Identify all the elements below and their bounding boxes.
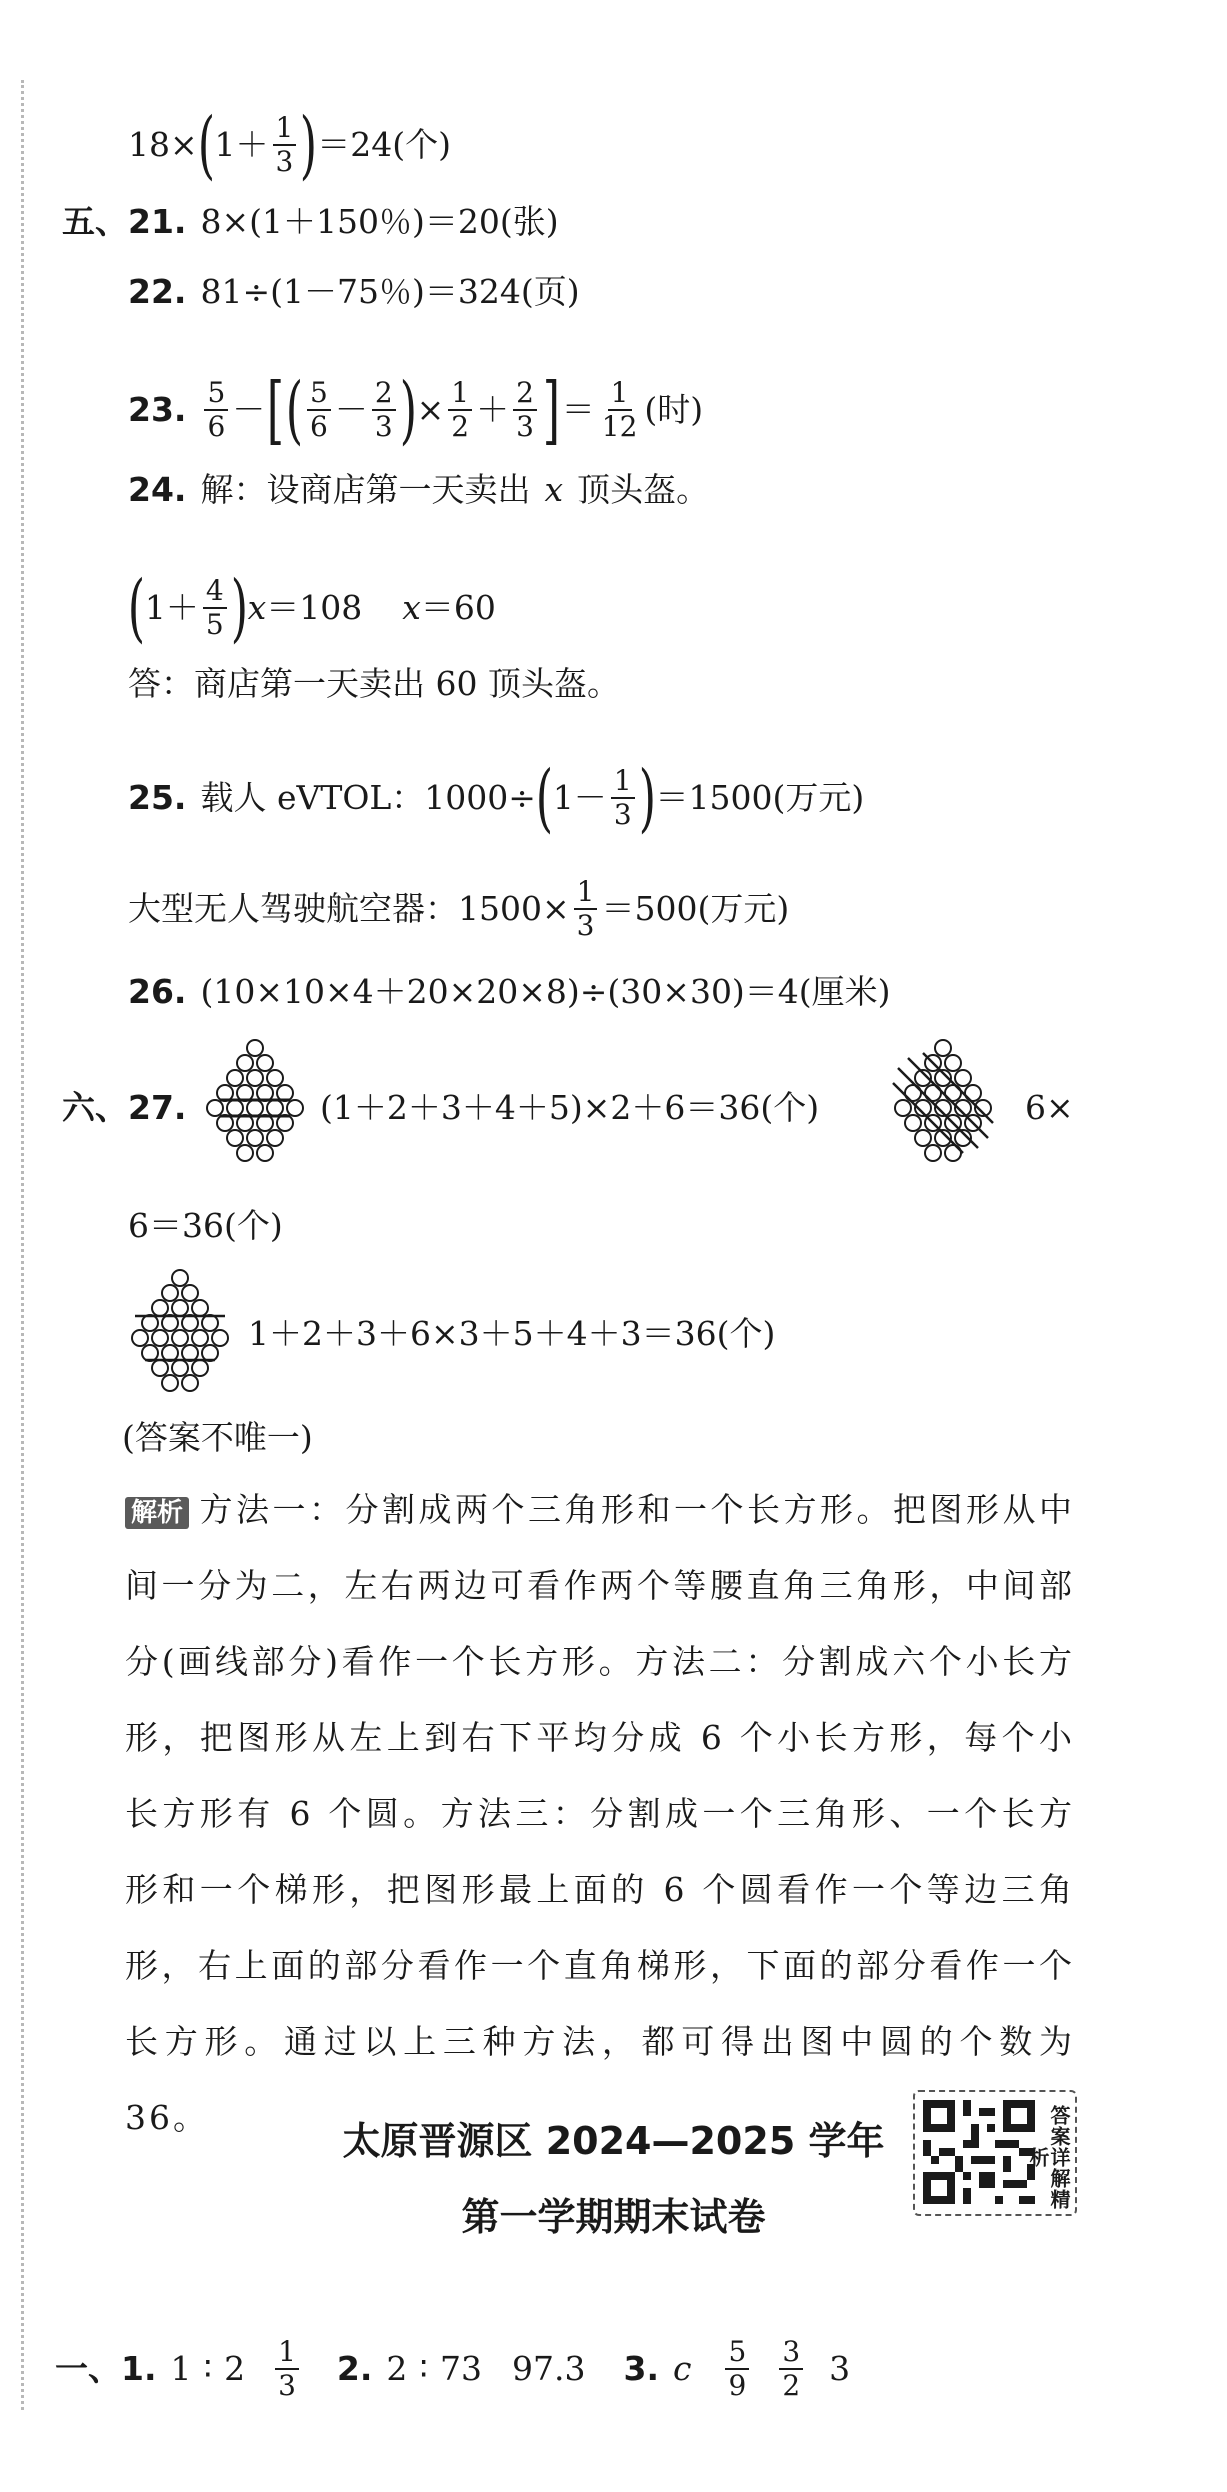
question-number: 2.: [336, 2349, 373, 2388]
note-text: (答案不唯一): [122, 1418, 313, 1457]
fraction: $\frac{2}{3}$: [513, 377, 537, 443]
right-paren: ): [300, 102, 318, 188]
text: ＝1500(万元): [655, 778, 865, 817]
ratio-colon: ∶: [419, 2349, 429, 2388]
right-paren: ): [230, 565, 248, 651]
circle-diamond-figure-3: [115, 1268, 245, 1398]
variable: x: [544, 470, 564, 509]
question-26: [128, 972, 891, 1012]
operator: －: [334, 390, 368, 429]
section-1-answers: [55, 2336, 850, 2402]
fraction: $\frac{1}{3}$: [275, 2336, 299, 2402]
operator: ×: [416, 390, 445, 429]
question-number: 25.: [128, 778, 187, 817]
fraction: $\frac{4}{5}$: [203, 575, 227, 641]
answer-text: 6×: [1025, 1088, 1074, 1127]
text: 18×: [128, 125, 198, 164]
method-3-formula: [248, 1314, 775, 1354]
ratio-colon: ∶: [203, 2349, 213, 2388]
answer-text: 顶头盔。: [577, 470, 710, 509]
fraction: $\frac{1}{2}$: [448, 377, 472, 443]
answer-text: 大型无人驾驶航空器：1500×: [128, 889, 570, 928]
left-bracket: [: [267, 367, 285, 453]
fraction: $\frac{1}{3}$: [574, 876, 598, 942]
question-number: 1.: [121, 2349, 157, 2388]
answer-text: 6＝36(个): [128, 1206, 283, 1245]
analysis-text: 方法一：分割成两个三角形和一个长方形。把图形从中间一分为二，左右两边可看作两个等腰直角三角形，中间部分(画线部分)看作一个长方形。方法二：分割成六个小长方形，把图形从左上到右下平均分成 6 个小长方形，每个小长方形有 6 个圆。方法三：分割成一个三角形、一个长方形和一个梯形，把图形最上面的 6 个圆看作一个等边三角形，右上面的部分看作一个直角梯形，下面的部分看作一个长方形。通过以上三种方法，都可得出图中圆的个数为 36。: [125, 1490, 1075, 2137]
question-27: [62, 1088, 200, 1128]
answer-text: 2: [386, 2349, 408, 2388]
formula-line-1: [128, 102, 451, 188]
question-number: 23.: [128, 390, 187, 429]
method-2-formula-start: [1025, 1088, 1074, 1128]
answer-text: (1＋2＋3＋4＋5)×2＋6＝36(个): [320, 1088, 820, 1127]
analysis-paragraph: [125, 1472, 1075, 2156]
text: ＝24(个): [317, 125, 451, 164]
fraction: $\frac{5}{6}$: [204, 377, 228, 443]
question-24-equation: [127, 565, 496, 651]
analysis-tag: 解析: [125, 1497, 189, 1529]
question-22: [128, 272, 580, 312]
section-label: 一、: [55, 2349, 121, 2388]
section-label: 六、: [62, 1088, 128, 1127]
answer-text: 97.3: [512, 2349, 586, 2388]
operator: ＋: [476, 390, 510, 429]
question-number: 26.: [128, 972, 187, 1011]
qr-code-icon: [923, 2100, 1035, 2204]
text: ＝60: [420, 588, 496, 627]
section-label: 五、: [62, 202, 128, 241]
question-number: 21.: [128, 202, 187, 241]
operator: －: [232, 390, 266, 429]
answer-text: 3: [829, 2349, 851, 2388]
answer-text: 载人 eVTOL：1000÷: [200, 778, 536, 817]
fraction: $\frac{2}{3}$: [372, 377, 396, 443]
circle-diamond-figure-1: [190, 1038, 320, 1168]
right-paren: ): [638, 755, 656, 841]
fraction: $\frac{3}{2}$: [779, 2336, 803, 2402]
text: 1＋: [144, 588, 199, 627]
variable: x: [402, 588, 421, 627]
question-number: 3.: [623, 2349, 659, 2388]
qr-code-box[interactable]: [913, 2090, 1077, 2216]
method-2-formula-end: [128, 1206, 283, 1246]
question-number: 24.: [128, 470, 187, 509]
left-paren: (: [535, 755, 554, 841]
question-24: [128, 470, 709, 510]
question-25: [128, 755, 865, 841]
left-paren: (: [127, 565, 146, 651]
fraction: $\frac{1}{12}$: [601, 376, 638, 443]
answer-text: 8×(1＋150％)＝20(张): [200, 202, 559, 241]
text: ＝108: [266, 588, 363, 627]
question-24-answer: [128, 664, 620, 704]
question-21: [62, 202, 559, 242]
method-1-formula: [320, 1088, 819, 1128]
unit: (时): [644, 390, 704, 429]
answer-text: 2: [224, 2349, 246, 2388]
answer-text: 解：设商店第一天卖出: [200, 470, 531, 509]
variable: c: [673, 2349, 692, 2388]
text: 1＋: [214, 125, 269, 164]
question-number: 27.: [128, 1088, 187, 1127]
fraction: $\frac{1}{3}$: [273, 112, 297, 178]
question-number: 22.: [128, 272, 187, 311]
fraction: $\frac{5}{6}$: [307, 377, 331, 443]
left-paren: (: [197, 102, 215, 188]
answer-text: (10×10×4＋20×20×8)÷(30×30)＝4(厘米): [200, 972, 891, 1011]
question-25-line-2: [128, 876, 789, 942]
exam-title-line-1: 太原晋源区 2024—2025 学年: [342, 2119, 885, 2163]
fraction: $\frac{5}{9}$: [725, 2336, 749, 2402]
text: 1－: [552, 778, 607, 817]
circle-diamond-figure-2: [878, 1038, 1008, 1168]
binding-margin-dots: [21, 80, 24, 2410]
qr-label: 答案详解精析: [1026, 2104, 1071, 2210]
answer-text: 1: [170, 2349, 192, 2388]
answer-text: 81÷(1－75％)＝324(页): [200, 272, 580, 311]
question-23: [128, 367, 704, 453]
exam-title-line-2: 第一学期期末试卷: [461, 2195, 766, 2239]
variable: x: [247, 588, 267, 627]
right-bracket: ]: [542, 367, 560, 453]
right-paren: ): [399, 367, 417, 453]
answer-text: 73: [440, 2349, 483, 2388]
left-paren: (: [285, 367, 304, 453]
answer-text: 答：商店第一天卖出 60 顶头盔。: [128, 664, 620, 703]
text: ＝500(万元): [601, 889, 790, 928]
answer-note: [122, 1418, 313, 1458]
fraction: $\frac{1}{3}$: [611, 765, 635, 831]
operator: ＝: [561, 390, 595, 429]
answer-text: 1＋2＋3＋6×3＋5＋4＋3＝36(个): [248, 1314, 776, 1353]
